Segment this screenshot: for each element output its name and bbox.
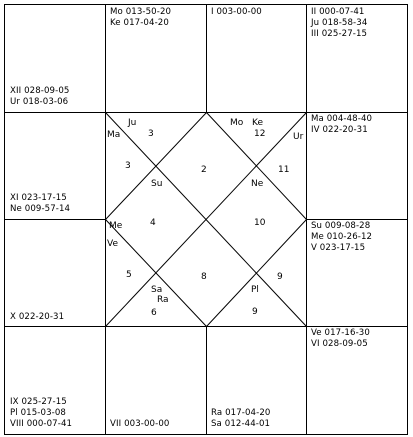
planet-label-9: Sa — [151, 285, 163, 295]
cell-top-left — [10, 86, 69, 108]
cell-bottom-right — [311, 328, 370, 350]
cell-line: V 023-17-15 — [311, 243, 366, 253]
house-number-8: 8 — [201, 272, 207, 282]
house-number-6: 10 — [254, 218, 266, 228]
house-number-10: 6 — [151, 308, 157, 318]
cell-line: Me 010-26-12 — [311, 232, 373, 242]
cell-line: VI 028-09-05 — [311, 339, 368, 349]
house-number-11: 9 — [252, 307, 258, 317]
cell-left-r1 — [10, 193, 70, 215]
cell-line: Ju 018-58-34 — [311, 18, 368, 28]
planet-label-2: Mo — [230, 118, 244, 128]
cell-line: IV 022-20-31 — [311, 125, 368, 135]
cell-top-c1 — [110, 7, 171, 29]
cell-line: XII 028-09-05 — [10, 86, 70, 96]
cell-line: II 000-07-41 — [311, 7, 365, 17]
house-number-9: 9 — [277, 272, 283, 282]
planet-label-5: Su — [151, 179, 163, 189]
cell-line: Ma 004-48-40 — [311, 114, 373, 124]
cell-line: XI 023-17-15 — [10, 193, 67, 203]
house-number-2: 2 — [201, 165, 207, 175]
cell-bottom-left — [10, 397, 72, 430]
cell-line: Ke 017-04-20 — [110, 18, 169, 28]
cell-line: X 022-20-31 — [10, 312, 65, 322]
cell-line: Ra 017-04-20 — [211, 408, 271, 418]
cell-line: I 003-00-00 — [211, 7, 262, 17]
cell-right-r2 — [311, 221, 372, 254]
cell-bottom-c1 — [110, 419, 169, 430]
planet-label-0: Ju — [128, 118, 137, 128]
cell-line: VII 003-00-00 — [110, 419, 170, 429]
house-number-0: 3 — [148, 129, 154, 139]
house-number-3: 12 — [254, 129, 266, 139]
cell-left-r2 — [10, 312, 64, 323]
cell-line: Sa 012-44-01 — [211, 419, 271, 429]
cell-line: Pl 015-03-08 — [10, 408, 66, 418]
cell-line: IX 025-27-15 — [10, 397, 67, 407]
house-number-7: 5 — [126, 270, 132, 280]
house-number-4: 11 — [278, 165, 290, 175]
planet-label-8: Ve — [107, 239, 118, 249]
cell-line: Ve 017-16-30 — [311, 328, 370, 338]
house-number-1: 3 — [125, 161, 131, 171]
cell-right-r1 — [311, 114, 372, 136]
planet-label-3: Ke — [252, 118, 263, 128]
grid-lines — [5, 5, 408, 435]
planet-label-7: Me — [109, 221, 123, 231]
cell-line: Mo 013-50-20 — [110, 7, 172, 17]
cell-top-c2 — [211, 7, 262, 18]
cell-line: Ne 009-57-14 — [10, 204, 71, 214]
cell-line: Ur 018-03-06 — [10, 97, 69, 107]
cell-line: Su 009-08-28 — [311, 221, 371, 231]
planet-label-6: Ne — [251, 179, 264, 189]
planet-label-10: Ra — [157, 295, 169, 305]
planet-label-11: Pl — [251, 285, 259, 295]
cell-top-right — [311, 7, 367, 40]
planet-label-1: Ma — [107, 130, 121, 140]
house-number-5: 4 — [150, 218, 156, 228]
cell-line: III 025-27-15 — [311, 29, 368, 39]
planet-label-4: Ur — [293, 132, 304, 142]
cell-bottom-c2 — [211, 408, 270, 430]
cell-line: VIII 000-07-41 — [10, 419, 73, 429]
